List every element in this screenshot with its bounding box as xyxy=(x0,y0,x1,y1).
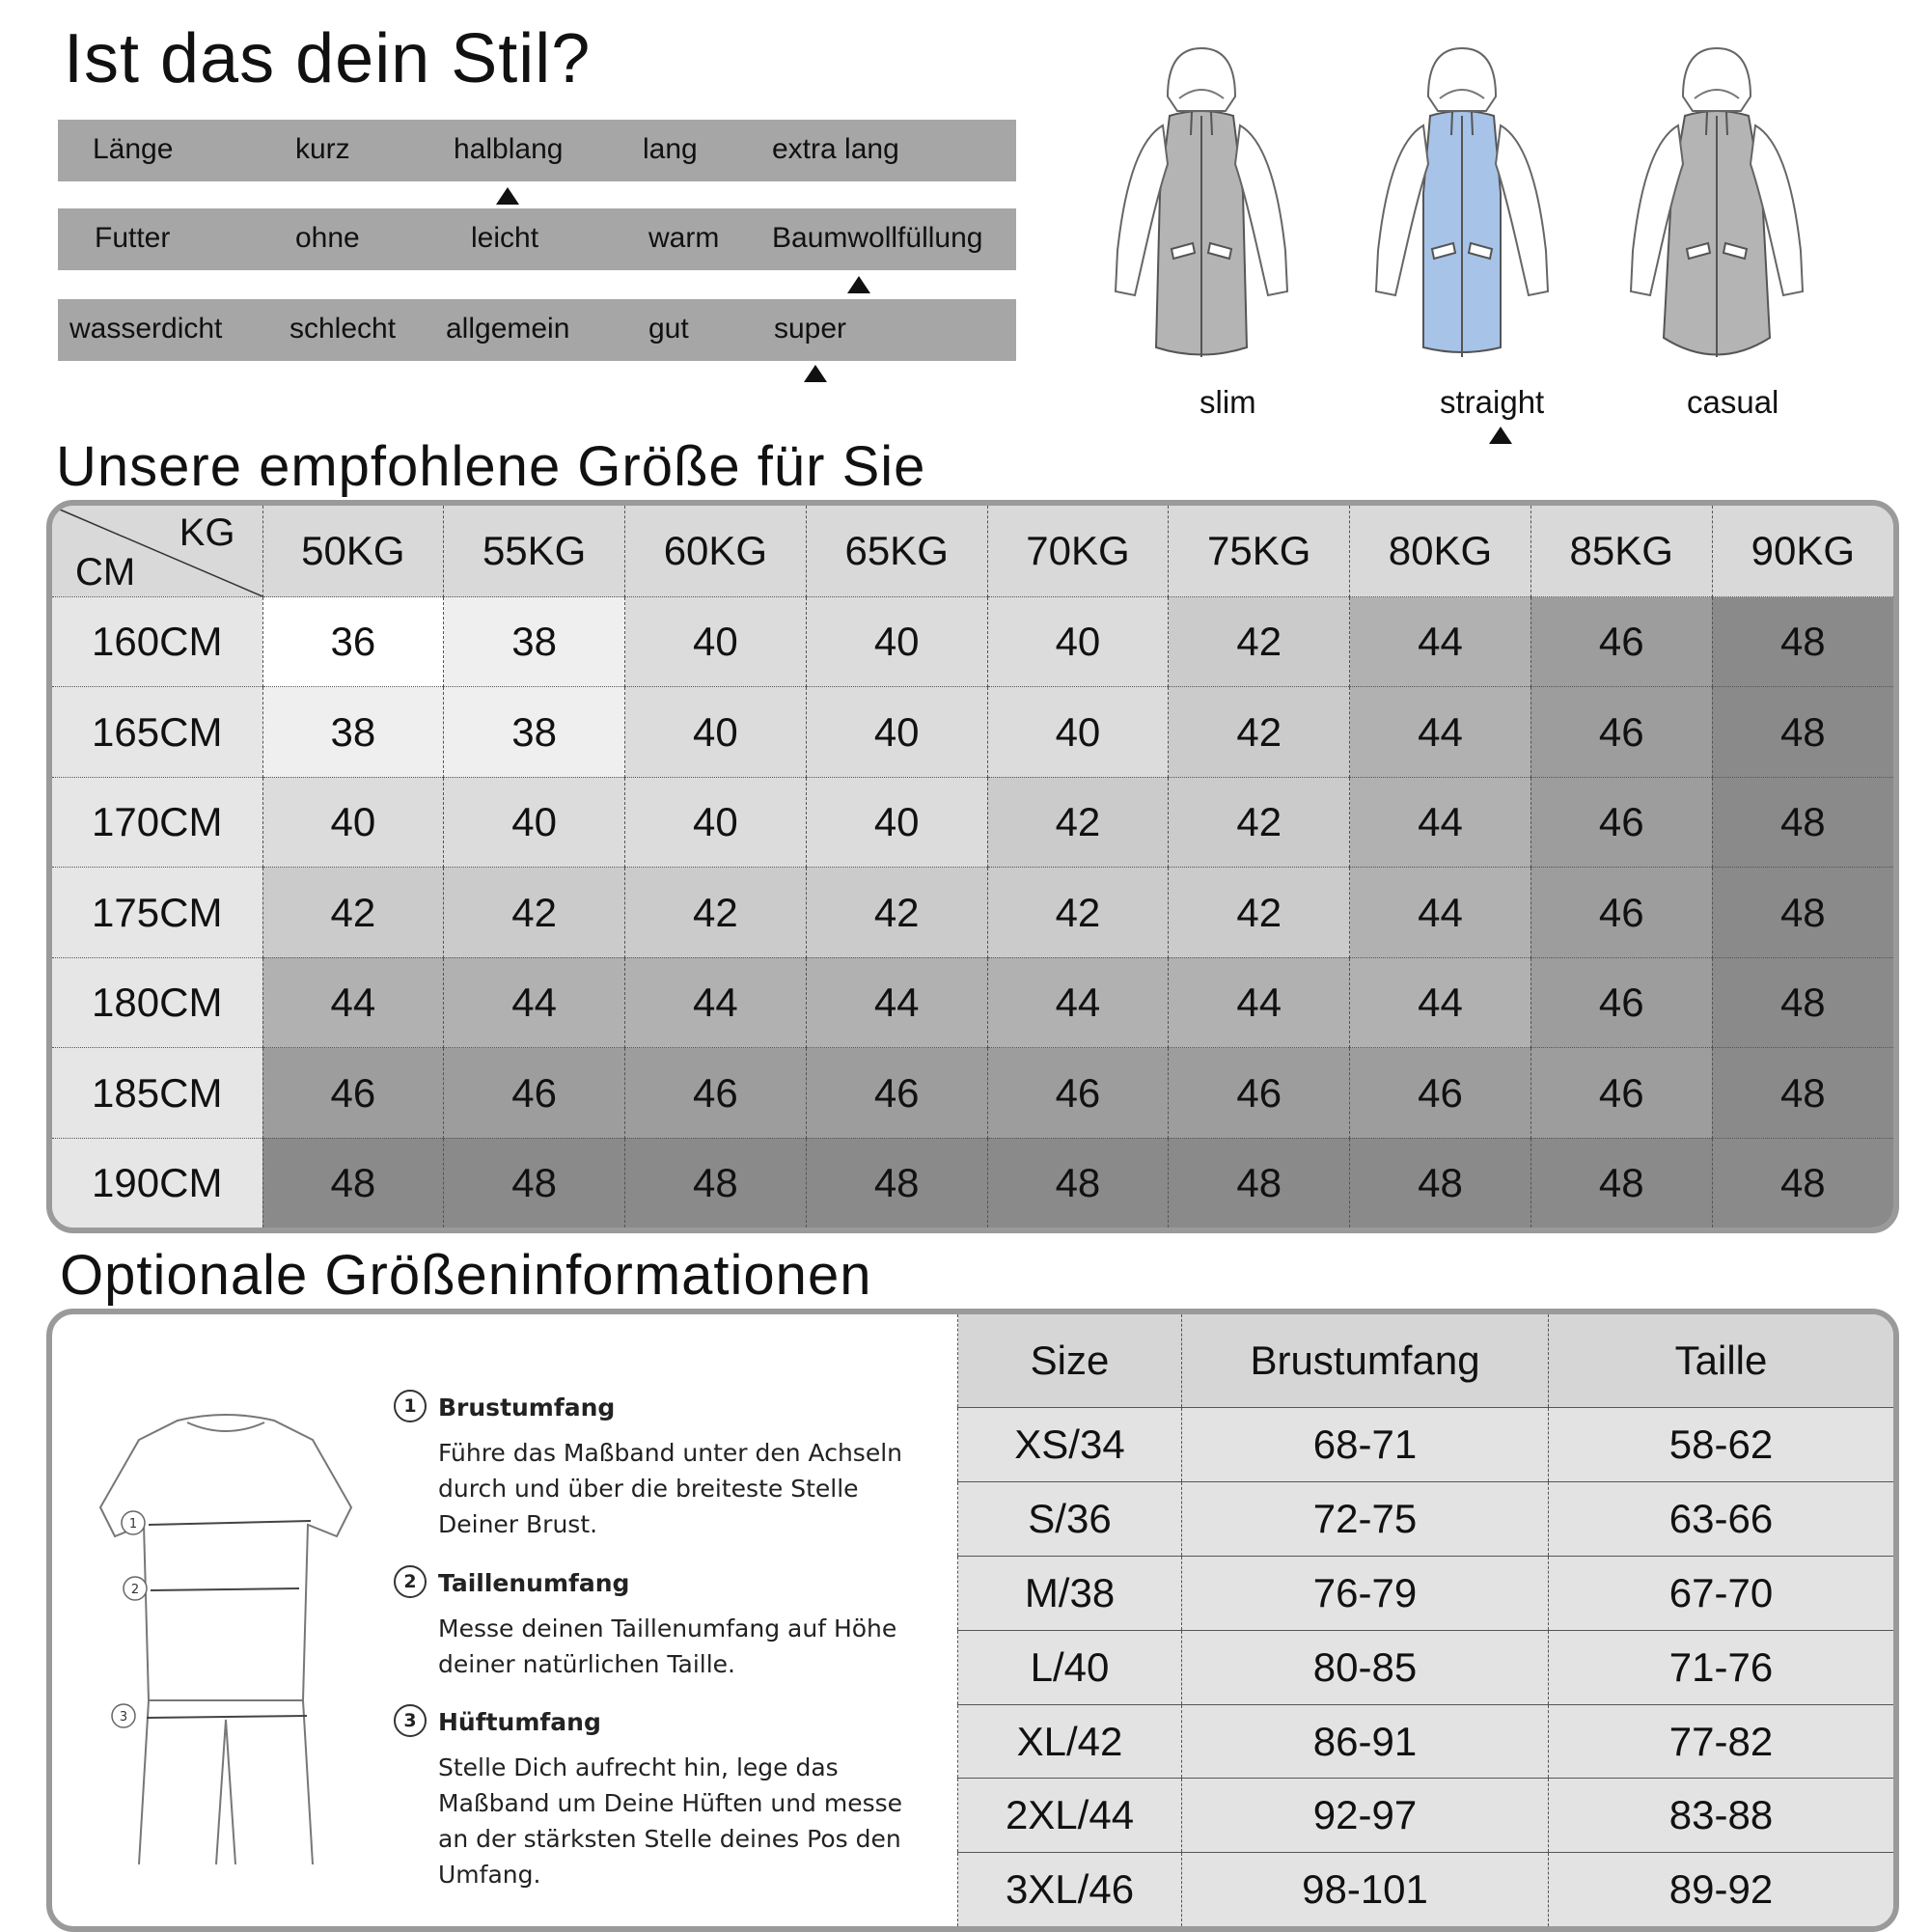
instruction-waist xyxy=(403,1569,940,1682)
col-header: 80KG xyxy=(1350,506,1531,597)
size-cell: 42 xyxy=(1169,597,1350,687)
col-header: 50KG xyxy=(262,506,444,597)
size-cell: 40 xyxy=(625,777,807,867)
measurement-cell: 83-88 xyxy=(1549,1779,1894,1853)
size-cell: 44 xyxy=(1350,957,1531,1047)
fit-label-slim: slim xyxy=(1199,384,1256,420)
col-header: 70KG xyxy=(987,506,1169,597)
step-number: 2 xyxy=(394,1565,427,1598)
size-cell: 42 xyxy=(1169,687,1350,777)
measurement-cell: 98-101 xyxy=(1182,1853,1549,1926)
style-row-length xyxy=(58,120,1016,181)
measurement-cell: 86-91 xyxy=(1182,1704,1549,1779)
style-row-lining xyxy=(58,208,1016,270)
instruction-text: Stelle Dich aufrecht hin, lege das Maßband um Deine Hüften und messe an der stärksten Stelle deines Pos den Umfang. xyxy=(438,1753,903,1889)
measurement-cell: L/40 xyxy=(958,1630,1182,1704)
row-header-height: 165CM xyxy=(52,687,262,777)
size-cell: 46 xyxy=(1530,868,1712,957)
svg-text:3: 3 xyxy=(119,1710,128,1725)
measurement-table xyxy=(957,1314,1893,1926)
measurement-cell: 92-97 xyxy=(1182,1779,1549,1853)
table-header-row xyxy=(958,1314,1894,1408)
size-cell: 40 xyxy=(262,777,444,867)
step-number: 3 xyxy=(394,1704,427,1737)
size-cell: 44 xyxy=(262,957,444,1047)
row-header-height: 175CM xyxy=(52,868,262,957)
option: allgemein xyxy=(446,313,570,345)
col-header: Brustumfang xyxy=(1182,1314,1549,1408)
instruction-text: Führe das Maßband unter den Achseln durch und über die breiteste Stelle Deiner Brust. xyxy=(438,1439,902,1538)
table-row xyxy=(958,1630,1894,1704)
table-row xyxy=(52,597,1893,687)
table-row xyxy=(52,777,1893,867)
table-row xyxy=(52,687,1893,777)
size-cell: 40 xyxy=(625,687,807,777)
measurement-cell: 89-92 xyxy=(1549,1853,1894,1926)
option: schlecht xyxy=(290,313,397,345)
style-row-waterproof xyxy=(58,299,1016,361)
size-cell: 48 xyxy=(1530,1138,1712,1228)
table-header-row xyxy=(52,506,1893,597)
col-header: 55KG xyxy=(444,506,625,597)
fit-label-straight: straight xyxy=(1440,384,1545,420)
row-label: Futter xyxy=(95,222,171,254)
size-cell: 48 xyxy=(1712,1048,1893,1138)
size-cell: 40 xyxy=(987,597,1169,687)
size-cell: 44 xyxy=(1350,777,1531,867)
option: gut xyxy=(648,313,689,345)
measurement-cell: 72-75 xyxy=(1182,1481,1549,1556)
size-cell: 40 xyxy=(806,687,987,777)
table-corner xyxy=(52,506,262,597)
measurement-cell: 77-82 xyxy=(1549,1704,1894,1779)
coat-straight xyxy=(1376,48,1548,357)
svg-text:1: 1 xyxy=(128,1517,138,1532)
measurement-cell: 2XL/44 xyxy=(958,1779,1182,1853)
table-row xyxy=(52,1138,1893,1228)
option: leicht xyxy=(471,222,539,254)
option: Baumwollfüllung xyxy=(772,222,983,254)
measurement-cell: 63-66 xyxy=(1549,1481,1894,1556)
instruction-hip xyxy=(403,1708,940,1892)
optional-title: Optionale Größeninformationen xyxy=(60,1244,872,1307)
size-cell: 48 xyxy=(1712,687,1893,777)
size-cell: 46 xyxy=(987,1048,1169,1138)
measurement-cell: XS/34 xyxy=(958,1408,1182,1482)
size-cell: 46 xyxy=(625,1048,807,1138)
size-cell: 46 xyxy=(1530,687,1712,777)
col-header: 75KG xyxy=(1169,506,1350,597)
size-cell: 48 xyxy=(806,1138,987,1228)
size-cell: 46 xyxy=(806,1048,987,1138)
table-row xyxy=(958,1556,1894,1630)
size-cell: 46 xyxy=(444,1048,625,1138)
measurement-cell: 76-79 xyxy=(1182,1556,1549,1630)
size-cell: 42 xyxy=(806,868,987,957)
corner-cm: CM xyxy=(75,551,136,593)
size-cell: 46 xyxy=(1350,1048,1531,1138)
size-cell: 38 xyxy=(444,597,625,687)
measurement-cell: 58-62 xyxy=(1549,1408,1894,1482)
option: halblang xyxy=(454,133,564,165)
instruction-chest xyxy=(403,1394,940,1542)
coat-illustrations xyxy=(1110,39,1862,386)
option: extra lang xyxy=(772,133,899,165)
measurement-cell: 67-70 xyxy=(1549,1556,1894,1630)
body-measure-figure xyxy=(71,1401,380,1903)
table-row xyxy=(958,1408,1894,1482)
size-cell: 42 xyxy=(987,777,1169,867)
row-header-height: 185CM xyxy=(52,1048,262,1138)
row-label: wasserdicht xyxy=(69,313,223,345)
row-header-height: 170CM xyxy=(52,777,262,867)
size-cell: 48 xyxy=(262,1138,444,1228)
coat-slim xyxy=(1116,48,1287,357)
option: warm xyxy=(648,222,720,254)
fit-label-casual: casual xyxy=(1687,384,1779,420)
selected-fit-marker xyxy=(1489,427,1512,444)
measurement-cell: S/36 xyxy=(958,1481,1182,1556)
size-cell: 46 xyxy=(1530,1048,1712,1138)
size-cell: 48 xyxy=(1712,868,1893,957)
table-row xyxy=(958,1481,1894,1556)
size-cell: 48 xyxy=(1712,597,1893,687)
instruction-title: Brustumfang xyxy=(438,1394,616,1421)
size-cell: 40 xyxy=(444,777,625,867)
table-row xyxy=(958,1779,1894,1853)
size-cell: 48 xyxy=(987,1138,1169,1228)
size-cell: 46 xyxy=(262,1048,444,1138)
col-header: 90KG xyxy=(1712,506,1893,597)
size-cell: 48 xyxy=(625,1138,807,1228)
row-header-height: 190CM xyxy=(52,1138,262,1228)
size-cell: 36 xyxy=(262,597,444,687)
size-cell: 42 xyxy=(1169,777,1350,867)
size-cell: 48 xyxy=(1712,777,1893,867)
size-cell: 42 xyxy=(1169,868,1350,957)
size-cell: 42 xyxy=(987,868,1169,957)
row-label: Länge xyxy=(93,133,174,165)
size-cell: 46 xyxy=(1530,777,1712,867)
table-row xyxy=(958,1704,1894,1779)
size-cell: 44 xyxy=(1169,957,1350,1047)
option: super xyxy=(774,313,847,345)
selected-marker xyxy=(804,365,827,382)
option: kurz xyxy=(295,133,350,165)
size-cell: 40 xyxy=(625,597,807,687)
measurement-cell: 71-76 xyxy=(1549,1630,1894,1704)
table-row xyxy=(52,957,1893,1047)
measurement-cell: 3XL/46 xyxy=(958,1853,1182,1926)
size-cell: 44 xyxy=(1350,597,1531,687)
measurement-cell: XL/42 xyxy=(958,1704,1182,1779)
size-cell: 46 xyxy=(1169,1048,1350,1138)
col-header: 60KG xyxy=(625,506,807,597)
measurement-cell: 68-71 xyxy=(1182,1408,1549,1482)
size-cell: 44 xyxy=(1350,687,1531,777)
table-row xyxy=(52,1048,1893,1138)
size-cell: 48 xyxy=(1712,1138,1893,1228)
size-cell: 44 xyxy=(806,957,987,1047)
size-cell: 40 xyxy=(806,777,987,867)
size-recommendation-table xyxy=(46,500,1899,1233)
option: ohne xyxy=(295,222,360,254)
selected-marker xyxy=(847,276,870,293)
svg-text:2: 2 xyxy=(130,1583,140,1597)
coat-casual xyxy=(1631,48,1803,357)
col-header: Size xyxy=(958,1314,1182,1408)
size-cell: 44 xyxy=(987,957,1169,1047)
size-cell: 40 xyxy=(806,597,987,687)
style-title: Ist das dein Stil? xyxy=(64,20,592,97)
size-cell: 48 xyxy=(1350,1138,1531,1228)
instruction-title: Taillenumfang xyxy=(438,1569,630,1597)
measurement-cell: M/38 xyxy=(958,1556,1182,1630)
instruction-title: Hüftumfang xyxy=(438,1708,601,1736)
col-header: Taille xyxy=(1549,1314,1894,1408)
size-cell: 48 xyxy=(1169,1138,1350,1228)
selected-marker xyxy=(496,187,519,205)
col-header: 65KG xyxy=(806,506,987,597)
row-header-height: 160CM xyxy=(52,597,262,687)
size-cell: 48 xyxy=(444,1138,625,1228)
corner-kg: KG xyxy=(179,511,235,554)
size-cell: 44 xyxy=(1350,868,1531,957)
col-header: 85KG xyxy=(1530,506,1712,597)
size-cell: 46 xyxy=(1530,597,1712,687)
table-row xyxy=(958,1853,1894,1926)
size-cell: 48 xyxy=(1712,957,1893,1047)
size-cell: 42 xyxy=(625,868,807,957)
step-number: 1 xyxy=(394,1390,427,1422)
size-cell: 40 xyxy=(987,687,1169,777)
option: lang xyxy=(643,133,698,165)
table-row xyxy=(52,868,1893,957)
instruction-text: Messe deinen Taillenumfang auf Höhe deiner natürlichen Taille. xyxy=(438,1615,897,1678)
size-table-title: Unsere empfohlene Größe für Sie xyxy=(56,435,926,498)
size-cell: 38 xyxy=(444,687,625,777)
size-cell: 38 xyxy=(262,687,444,777)
optional-size-panel xyxy=(46,1309,1899,1932)
size-cell: 44 xyxy=(625,957,807,1047)
size-cell: 42 xyxy=(444,868,625,957)
size-cell: 44 xyxy=(444,957,625,1047)
row-header-height: 180CM xyxy=(52,957,262,1047)
size-cell: 46 xyxy=(1530,957,1712,1047)
size-cell: 42 xyxy=(262,868,444,957)
measurement-cell: 80-85 xyxy=(1182,1630,1549,1704)
